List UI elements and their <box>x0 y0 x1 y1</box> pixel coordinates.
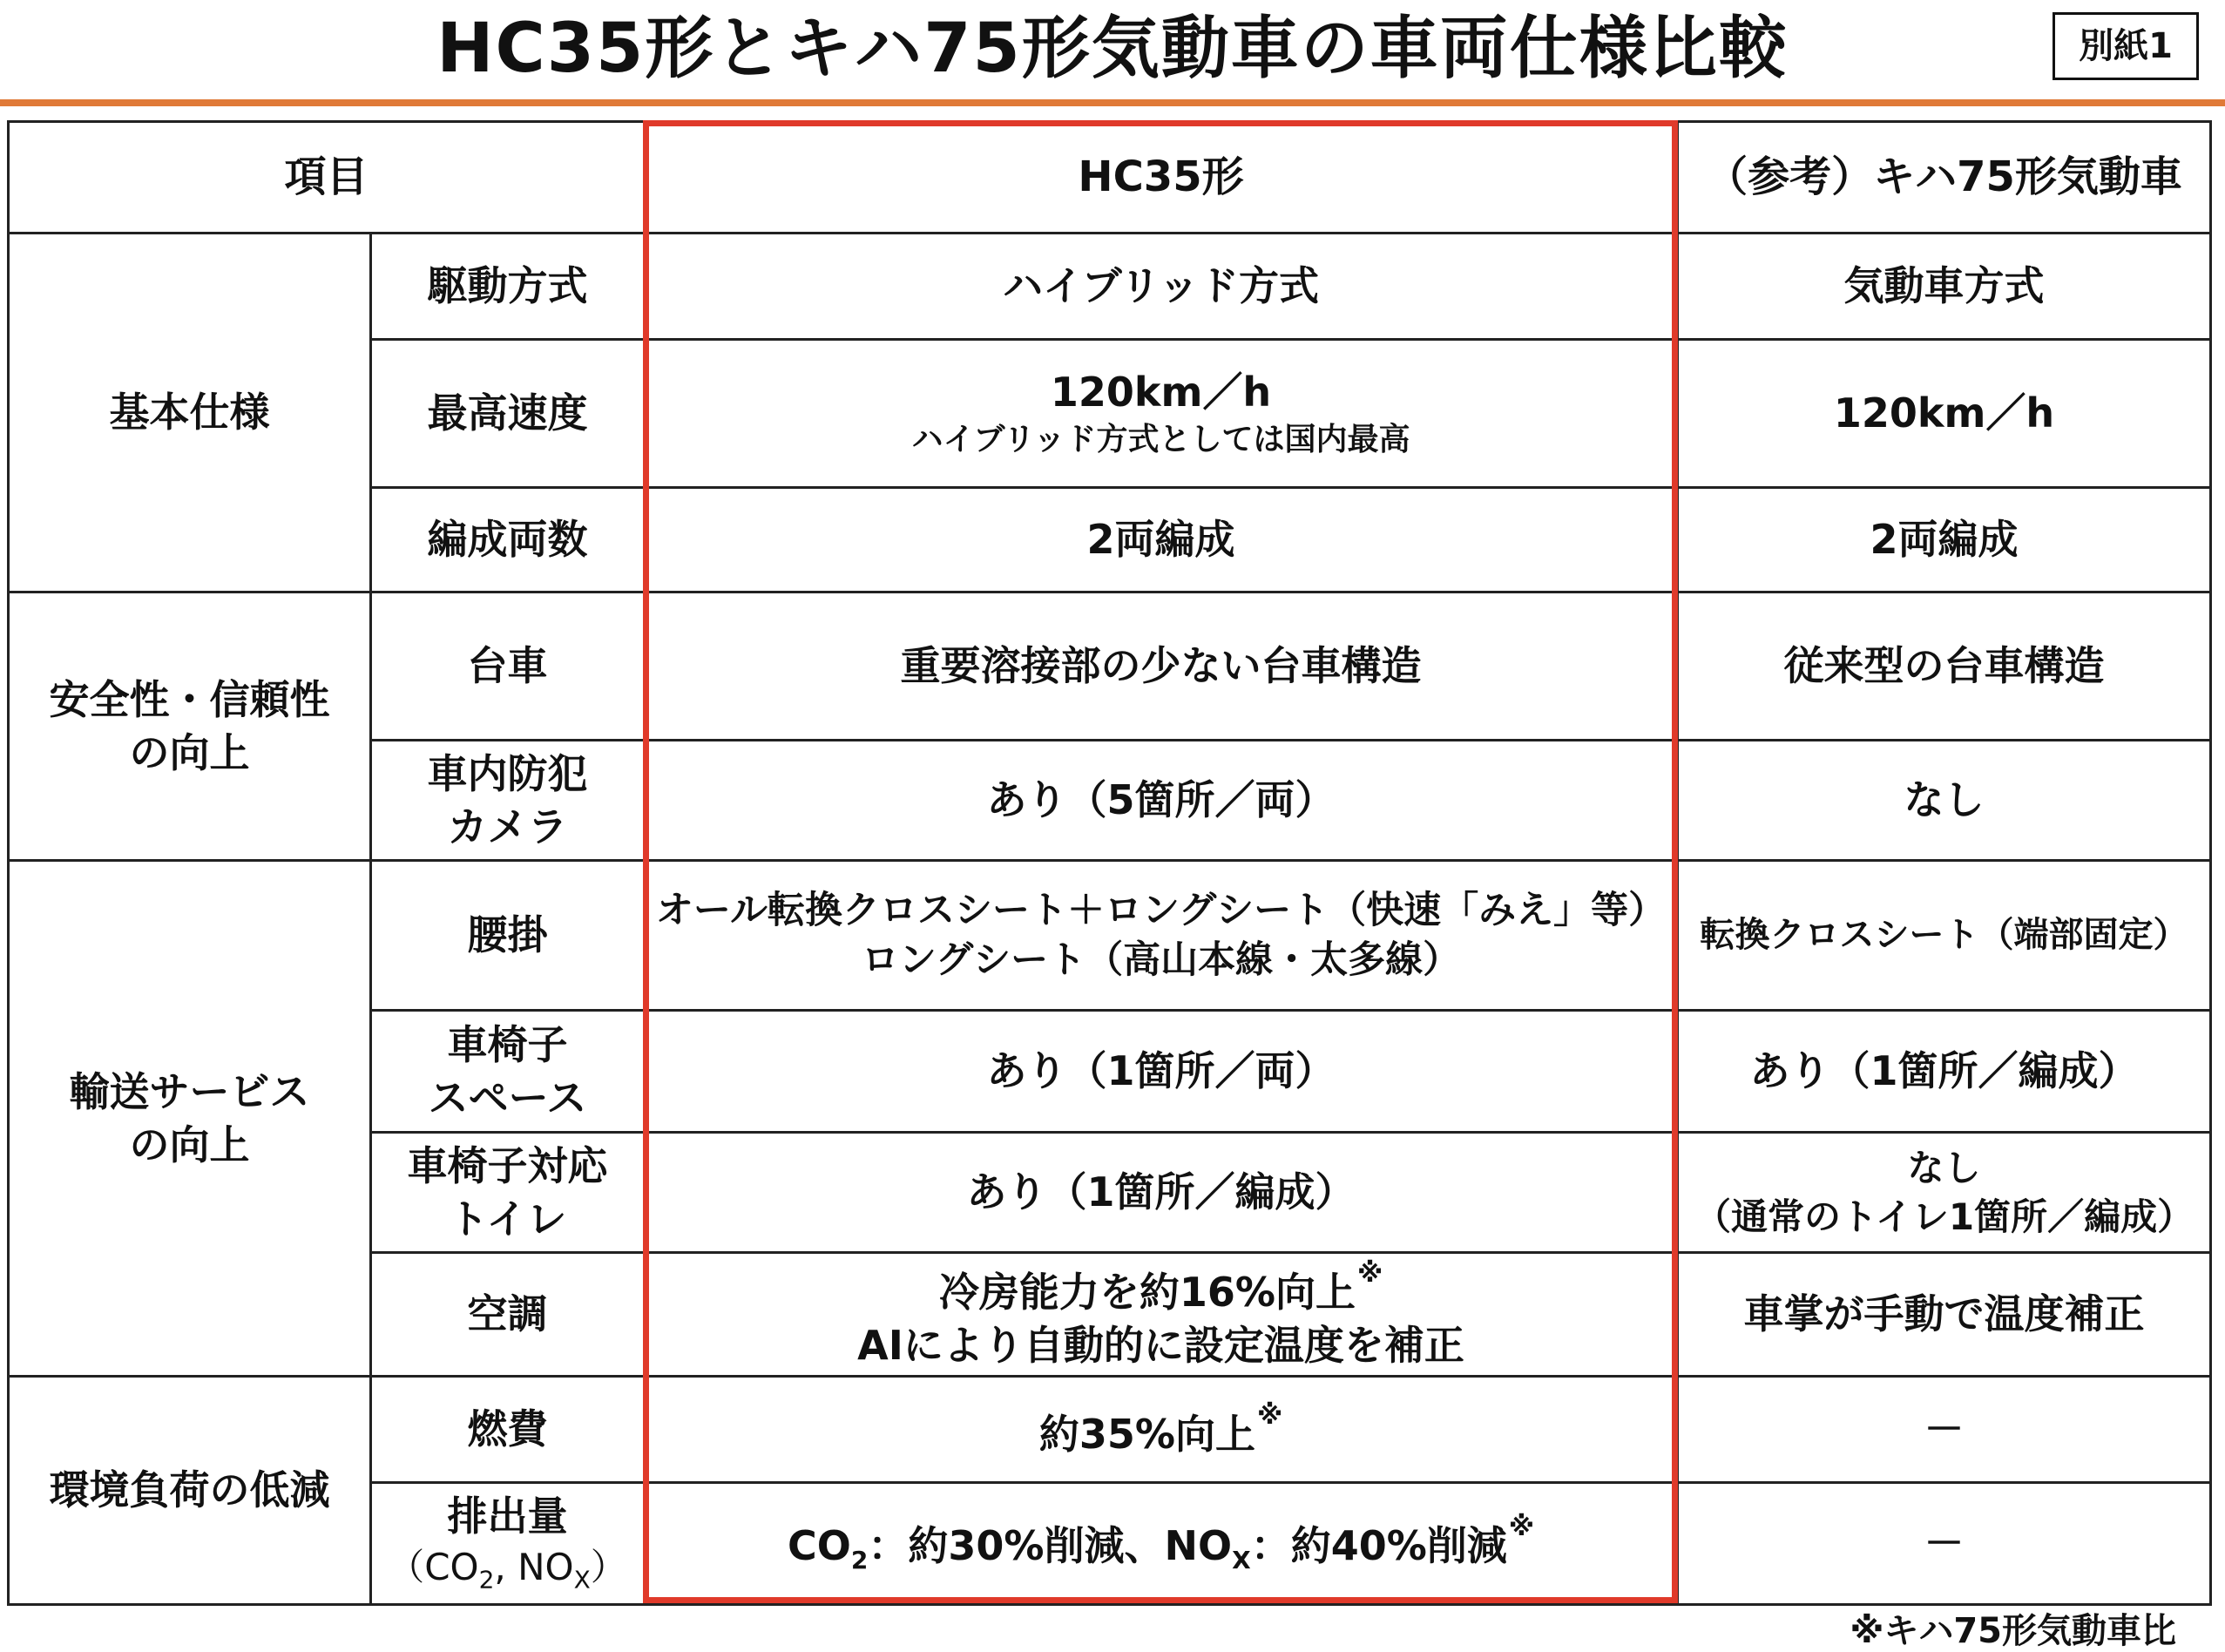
table-row <box>9 861 2211 1011</box>
row-label-camera-line2: カメラ <box>447 802 568 850</box>
group-basic: 基本仕様 <box>9 234 371 592</box>
note-mark: ※ <box>1256 1399 1283 1431</box>
row-label-camera <box>371 741 645 861</box>
row-label-toilet-line2: トイレ <box>448 1195 567 1242</box>
table-header-row <box>9 122 2211 234</box>
header-kiha75: （参考）キハ75形気動車 <box>1678 122 2211 234</box>
attachment-badge: 別紙1 <box>2053 12 2199 80</box>
kiha75-toilet-line2: （通常のトイレ1箇所／編成） <box>1694 1195 2195 1238</box>
page-title: HC35形とキハ75形気動車の車両仕様比較 <box>436 10 1789 88</box>
cell-hc35-cars: 2両編成 <box>645 488 1678 592</box>
hc35-emission-sub-2: 2 <box>850 1546 869 1575</box>
row-label-toilet-line1: 車椅子対応 <box>407 1141 608 1189</box>
cell-kiha75-drive: 気動車方式 <box>1678 234 2211 340</box>
cell-kiha75-emission: － <box>1678 1483 2211 1605</box>
hc35-aircon-line1 <box>646 1256 1676 1319</box>
hc35-seats-line2: ロングシート（高山本線・太多線） <box>861 938 1461 982</box>
hc35-speed-value: 120km／h <box>1050 369 1272 416</box>
cell-kiha75-bogie: 従来型の台車構造 <box>1678 592 2211 741</box>
row-label-camera-line1: 車内防犯 <box>427 749 588 797</box>
hc35-fuel-text: 約35%向上 <box>1038 1410 1255 1458</box>
row-label-bogie: 台車 <box>371 592 645 741</box>
cell-kiha75-toilet <box>1678 1133 2211 1253</box>
hc35-aircon-line2: AIにより自動的に設定温度を補正 <box>857 1322 1464 1369</box>
row-label-wheelchair-space-line2: スペース <box>428 1073 587 1121</box>
hc35-aircon-line1-text: 冷房能力を約16%向上 <box>938 1269 1356 1317</box>
emission-label-open: （CO <box>388 1546 479 1589</box>
emission-label-close: ） <box>590 1546 627 1589</box>
cell-kiha75-camera: なし <box>1678 741 2211 861</box>
spec-comparison-table <box>7 120 2212 1606</box>
row-label-emission-line1: 排出量 <box>447 1493 568 1540</box>
hc35-speed-note: ハイブリッド方式としては国内最高 <box>911 422 1410 458</box>
hc35-seats-line1: オール転換クロスシート＋ロングシート（快速「みえ」等） <box>655 888 1667 932</box>
row-label-cars: 編成両数 <box>371 488 645 592</box>
note-mark: ※ <box>1356 1258 1383 1290</box>
table-row <box>9 592 2211 741</box>
group-safety <box>9 592 371 861</box>
emission-label-sub-2: 2 <box>478 1565 495 1594</box>
cell-hc35-drive: ハイブリッド方式 <box>645 234 1678 340</box>
cell-hc35-seats <box>645 861 1678 1011</box>
hc35-emission-sub-x: X <box>1232 1546 1251 1575</box>
table-row <box>9 1377 2211 1483</box>
cell-kiha75-speed: 120km／h <box>1678 340 2211 488</box>
row-label-emission <box>371 1483 645 1605</box>
cell-kiha75-aircon: 車掌が手動で温度補正 <box>1678 1253 2211 1377</box>
emission-label-mid: , NO <box>494 1546 574 1589</box>
cell-hc35-fuel <box>645 1377 1678 1483</box>
group-safety-line2: の向上 <box>129 728 250 776</box>
row-label-wheelchair-space <box>371 1011 645 1133</box>
cell-kiha75-cars: 2両編成 <box>1678 488 2211 592</box>
cell-hc35-toilet: あり（1箇所／編成） <box>645 1133 1678 1253</box>
cell-hc35-emission <box>645 1483 1678 1605</box>
header-hc35: HC35形 <box>645 122 1678 234</box>
row-label-toilet <box>371 1133 645 1253</box>
cell-kiha75-wheelchair-space: あり（1箇所／編成） <box>1678 1011 2211 1133</box>
group-transport-line2: の向上 <box>129 1121 250 1168</box>
table-row <box>9 234 2211 340</box>
cell-hc35-aircon <box>645 1253 1678 1377</box>
hc35-emission-part2: ：約40%削減 <box>1250 1521 1507 1569</box>
row-label-seats: 腰掛 <box>371 861 645 1011</box>
row-label-emission-line2 <box>372 1543 643 1596</box>
row-label-fuel: 燃費 <box>371 1377 645 1483</box>
cell-hc35-camera: あり（5箇所／両） <box>645 741 1678 861</box>
row-label-wheelchair-space-line1: 車椅子 <box>447 1020 568 1068</box>
note-mark: ※ <box>1508 1511 1534 1542</box>
cell-hc35-wheelchair-space: あり（1箇所／両） <box>645 1011 1678 1133</box>
emission-label-sub-x: X <box>573 1565 591 1594</box>
row-label-speed: 最高速度 <box>371 340 645 488</box>
group-transport <box>9 861 371 1377</box>
group-environment: 環境負荷の低減 <box>9 1377 371 1605</box>
cell-hc35-speed <box>645 340 1678 488</box>
row-label-drive: 駆動方式 <box>371 234 645 340</box>
title-underline <box>0 99 2225 106</box>
cell-hc35-bogie: 重要溶接部の少ない台車構造 <box>645 592 1678 741</box>
header-item: 項目 <box>9 122 645 234</box>
cell-kiha75-fuel: － <box>1678 1377 2211 1483</box>
row-label-aircon: 空調 <box>371 1253 645 1377</box>
footnote: ※キハ75形気動車比 <box>1850 1611 2176 1651</box>
hc35-emission-co: CO <box>788 1521 851 1569</box>
group-transport-line1: 輸送サービス <box>69 1067 310 1115</box>
hc35-emission-part1: ：約30%削減、NO <box>868 1521 1233 1569</box>
cell-kiha75-seats: 転換クロスシート（端部固定） <box>1678 861 2211 1011</box>
kiha75-toilet-line1: なし <box>1907 1147 1981 1190</box>
group-safety-line1: 安全性・信頼性 <box>49 675 330 723</box>
